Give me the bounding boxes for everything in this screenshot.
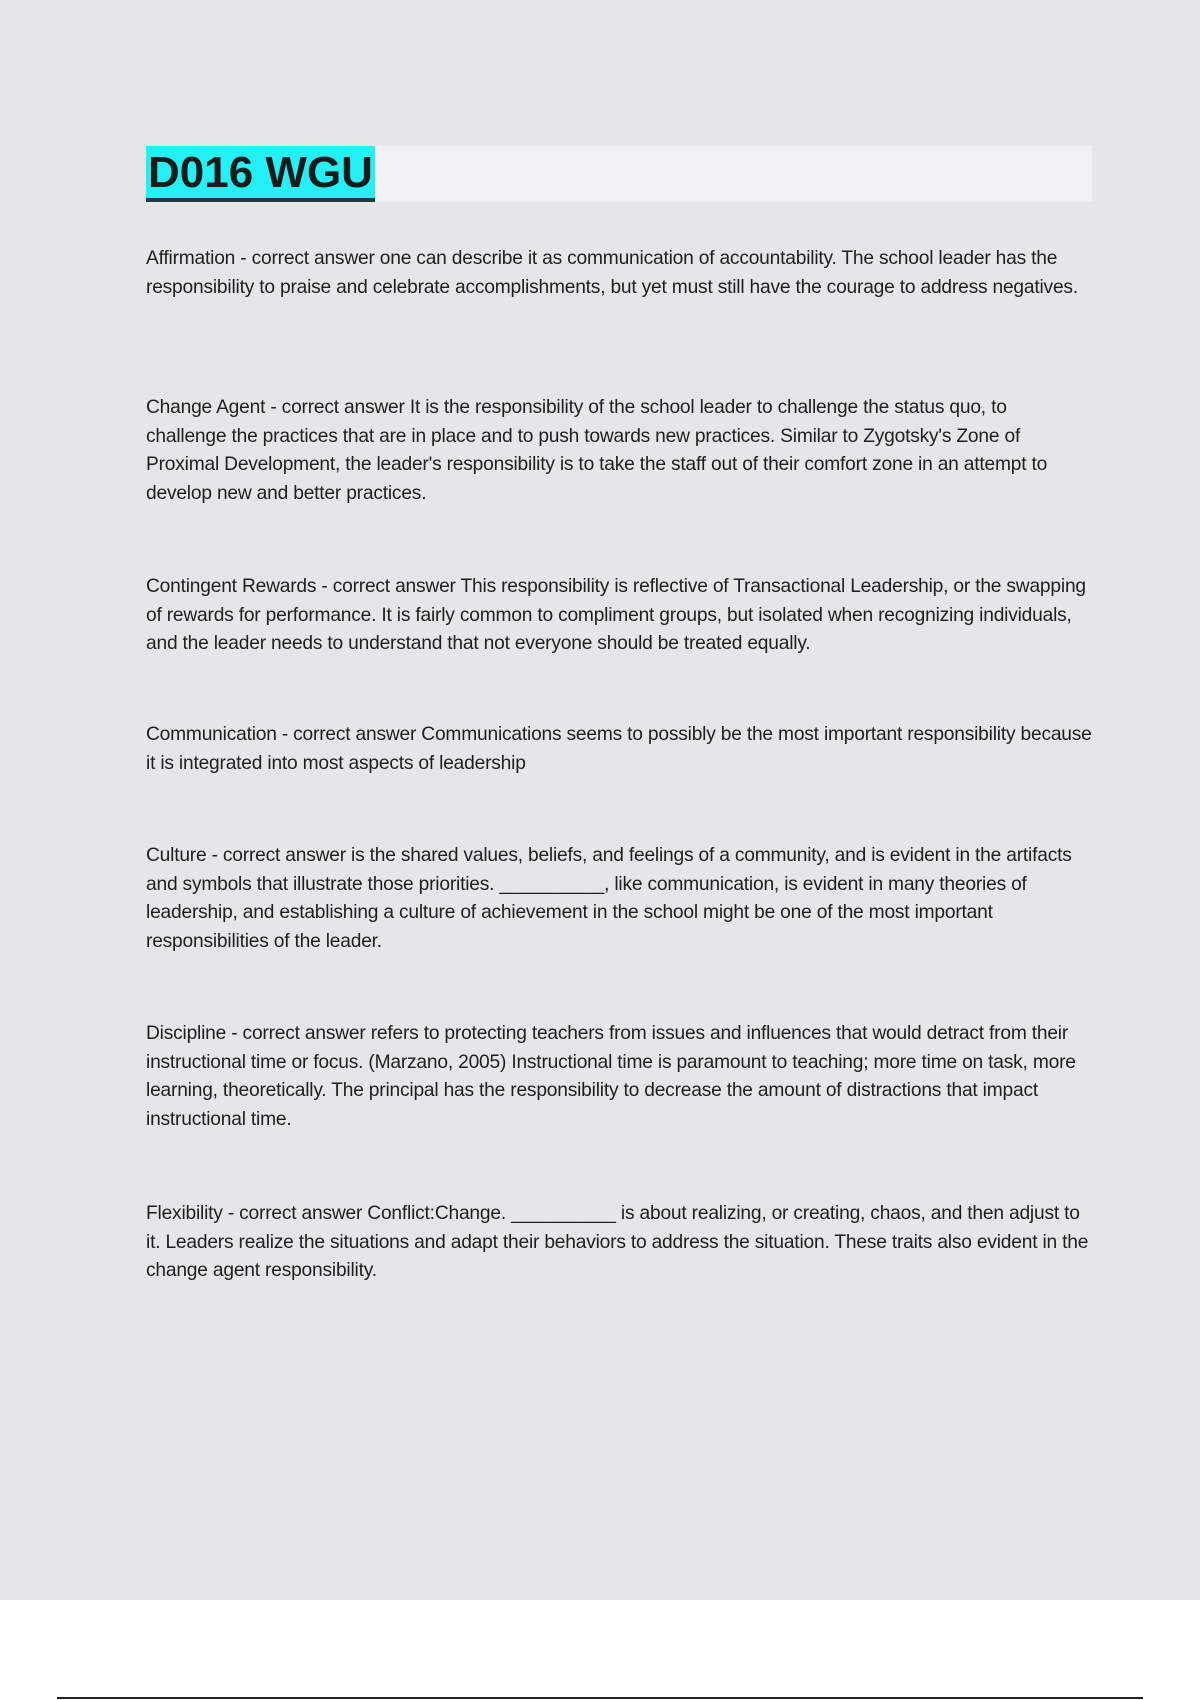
entry-flexibility: Flexibility - correct answer Conflict:Change. __________ is about realizing, or creating, chaos, and then adjust to it. Leaders realize the situations and adapt their behaviors to address the situation. These traits also evident in the change agent responsibility. <box>146 1203 1089 1281</box>
footer-divider <box>57 1697 1143 1699</box>
entry-change-agent: Change Agent - correct answer It is the responsibility of the school leader to challenge the status quo, to challenge the practices that are in place and to push towards new practices. Similar to Zygotsky's Zone of Proximal Development, the leader's responsibility is to take the staff out of their comfort zone in an attempt to develop new and better practices. <box>146 397 1048 504</box>
entry-discipline: Discipline - correct answer refers to protecting teachers from issues and influences that would detract from their instructional time or focus. (Marzano, 2005) Instructional time is paramount to teaching; more time on task, more learning, theoretically. The principal has the responsibility to decrease the amount of distractions that impact instructional time. <box>146 1023 1076 1130</box>
entry-culture: Culture - correct answer is the shared values, beliefs, and feelings of a community, and is evident in the artifacts and symbols that illustrate those priorities. __________, like communication, is evident in many theories of leadership, and establishing a culture of achievement in the school might be one of the most important responsibilities of the leader. <box>146 845 1072 952</box>
entry-affirmation: Affirmation - correct answer one can describe it as communication of accountability. The school leader has the responsibility to praise and celebrate accomplishments, but yet must still have the courage to address negatives. <box>146 248 1078 298</box>
document-title: D016 WGU <box>146 146 375 202</box>
entry-communication: Communication - correct answer Communications seems to possibly be the most important responsibility because it is integrated into most aspects of leadership <box>146 724 1092 774</box>
entry-contingent-rewards: Contingent Rewards - correct answer This responsibility is reflective of Transactional Leadership, or the swapping of rewards for performance. It is fairly common to compliment groups, but isolated when recognizing individuals, and the leader needs to understand that not everyone should be treated equally. <box>146 576 1086 654</box>
